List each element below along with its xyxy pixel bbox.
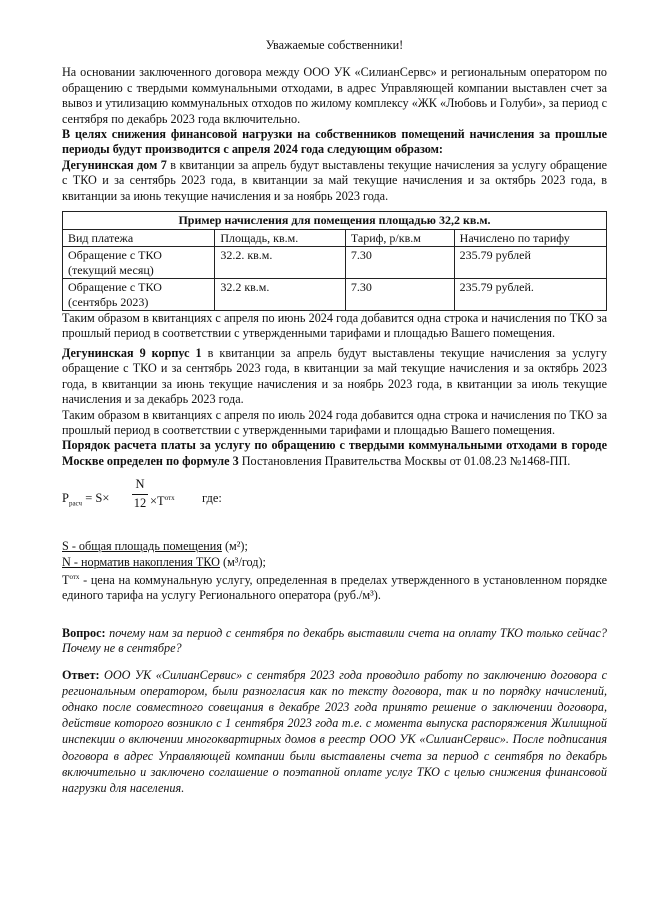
bold-notice-text: В целях снижения финансовой нагрузки на собственников помещений начисления за прошлые периоды будут производится с апреля 2024 года следующим образом: (62, 127, 607, 157)
table-cell: 32.2 кв.м. (215, 279, 346, 311)
heading: Уважаемые собственники! (265, 38, 404, 52)
def-n-term: N - норматив накопления ТКО (62, 554, 220, 569)
def-s-unit: (м²); (221, 539, 248, 554)
formula-numerator: N (132, 477, 148, 494)
table-cell: Обращение с ТКО (текущий месяц) (63, 247, 215, 279)
table-cell: 235.79 рублей (454, 247, 606, 279)
intro-paragraph: На основании заключенного договора между ООО УК «СилианСервс» и региональным оператором по обращению с твердыми коммунальными отходами, в адрес Управляющей компании выставлен счет за вывоз и утилизацию коммунальных отходов по жилому комплексу «ЖК «Любовь и Голуби», за период с сентября по декабрь 2023 года включительно. (62, 65, 607, 126)
formula-p: P (62, 491, 69, 506)
house9-text: в квитанции за апрель будут выставлены текущие начисления за услугу обращение с ТКО и за сентябрь 2023 года, в квитанции за май текущие начисления и за октябрь 2023 года, в квитанции за июнь текущие начисления и за ноябрь 2023 года, в квитанции за июль текущие начисления и за декабрь 2023 года. (62, 345, 607, 407)
table-cell: 7.30 (345, 279, 454, 311)
house7-name: Дегунинская дом 7 (62, 157, 167, 172)
def-t-symbol: T (62, 573, 70, 587)
procedure-bold: Порядок расчета платы за услугу по обращению с твердыми коммунальными отходами в городе Москве определен по формуле 3 (62, 438, 607, 468)
house7-text: в квитанции за апрель будут выставлены текущие начисления за услугу обращение с ТКО и за сентябрь 2023 года, в квитанции за май текущие начисления и за октябрь 2023 года, в квитанции за июнь текущие начисления и за ноябрь 2023 года. (62, 157, 608, 203)
formula-where: где: (202, 491, 222, 506)
table-header: Площадь, кв.м. (215, 229, 346, 247)
table-header-row (63, 229, 607, 247)
formula (62, 477, 607, 529)
summary2-paragraph: Таким образом в квитанциях с апреля по июль 2024 года добавится одна строка и начисления по ТКО за прошлый период в соответствии с утвержденными тарифами и площадью Вашего помещения. (62, 407, 607, 437)
formula-denominator: 12 (133, 495, 147, 510)
table-header: Начислено по тарифу (454, 229, 606, 247)
def-t-text: - цена на коммунальную услугу, определенная в пределах утвержденного в установленном порядке единого тарифа на услугу Регионального оператора (руб./м³). (62, 573, 607, 603)
formula-eq: = S× (82, 491, 110, 506)
house7-paragraph (62, 158, 607, 204)
answer-text: ООО УК «СилианСервис» с сентября 2023 года проводило работу по заключению договора с региональным оператором, были разногласия как по тексту договора, так и по порядку начислений, однако после совместного совещания в декабре 2023 года принято решение о заключении договора, действие которого возникло с 1 сентября 2023 года т.е. с момента выпуска распоряжения Жилищной инспекции о включении многоквартирных домов в реестр ООО УК «СилианСервис». После подписания договора в адрес Управляющей компании были выставлены счета за период с сентября по декабрь включительно и заключено соглашение о поэтапной оплате услуг ТКО с целью снижения финансовой нагрузки для населения. (62, 667, 607, 796)
table-header: Тариф, р/кв.м (345, 229, 454, 247)
formula-rest (150, 491, 175, 510)
example-table (62, 211, 607, 311)
formula-t-sup: отх (164, 494, 175, 503)
table-row (63, 247, 607, 279)
formula-lhs (62, 491, 109, 512)
table-cell: Обращение с ТКО (сентябрь 2023) (63, 279, 215, 311)
bold-notice (62, 127, 607, 158)
formula-fraction (132, 477, 148, 511)
formula-definitions (62, 539, 607, 604)
formula-times-t: ×T (150, 494, 165, 509)
table-cell: 235.79 рублей. (454, 279, 606, 311)
document-page (62, 38, 607, 796)
procedure-text: Постановления Правительства Москвы от 01.08.23 №1468-ПП. (238, 453, 571, 468)
formula-p-sub: расч (68, 499, 83, 508)
table-cell: 7.30 (345, 247, 454, 279)
table-cell: 32.2. кв.м. (215, 247, 346, 279)
procedure-paragraph (62, 438, 607, 469)
question-paragraph (62, 626, 607, 657)
summary1-paragraph: Таким образом в квитанциях с апреля по июнь 2024 года добавится одна строка и начисления по ТКО за прошлый период в соответствии с утвержденными тарифами и площадью Вашего помещения. (62, 311, 607, 341)
table-caption: Пример начисления для помещения площадью 32,2 кв.м. (63, 212, 607, 230)
table-header: Вид платежа (63, 229, 215, 247)
def-n-unit: (м³/год); (219, 554, 266, 569)
house9-paragraph (62, 346, 607, 408)
def-n (62, 555, 607, 570)
answer-paragraph (62, 667, 607, 797)
def-t (62, 570, 607, 604)
table-row (63, 279, 607, 311)
def-t-sup: отх (69, 572, 80, 581)
house9-name: Дегунинская 9 корпус 1 (62, 345, 202, 360)
answer-label: Ответ: (62, 667, 100, 682)
question-label: Вопрос: (62, 625, 106, 640)
question-text: почему нам за период с сентября по декабрь выставили счета на оплату ТКО только сейчас? Почему не в сентябре? (62, 625, 607, 656)
def-s-term: S - общая площадь помещения (62, 539, 222, 554)
def-s (62, 539, 607, 554)
